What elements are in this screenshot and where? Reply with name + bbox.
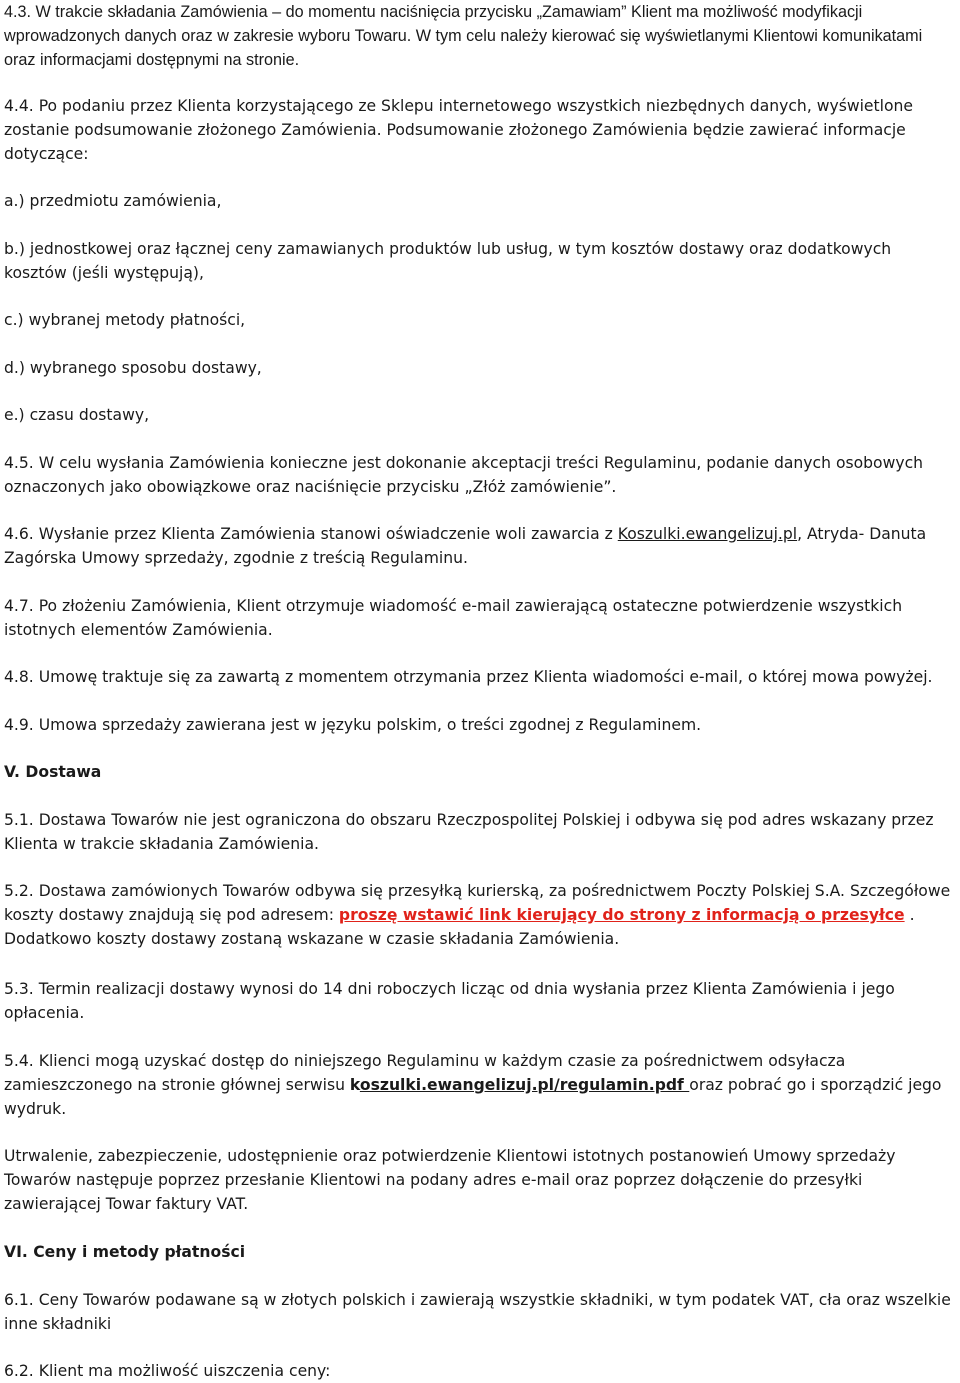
- paragraph-5-4: [4, 1049, 948, 1121]
- regulamin-pdf-link[interactable]: oszulki.ewangelizuj.pl/regulamin.pdf: [359, 1076, 690, 1094]
- paragraph-6-2: 6.2. Klient ma możliwość uiszczenia ceny:: [4, 1362, 331, 1380]
- list-item-e: e.) czasu dostawy,: [4, 406, 150, 424]
- paragraph-5-1: 5.1. Dostawa Towarów nie jest ograniczona do obszaru Rzeczpospolitej Polskiej i odbywa się pod adres wskazany przez Klienta w trakcie składania Zamówienia.: [4, 811, 934, 853]
- paragraph-5-4-text-start: 5.4. Klienci mogą uzyskać dostęp do niniejszego Regulaminu w każdym czasie za pośrednictwem odsyłacza zamieszczonego na stronie głównej serwisu: [4, 1052, 846, 1094]
- paragraph-4-3: 4.3. W trakcie składania Zamówienia – do momentu naciśnięcia przycisku „Zamawiam” Klient ma możliwość modyfikacji wprowadzonych danych oraz w zakresie wyboru Towaru. W tym celu należy kierować się wyświetlanymi Klientowi komunikatami oraz informacjami dostępnymi na stronie.: [4, 3, 923, 69]
- paragraph-4-7: 4.7. Po złożeniu Zamówienia, Klient otrzymuje wiadomość e-mail zawierającą ostateczne potwierdzenie wszystkich istotnych elementów Zamówienia.: [4, 597, 903, 639]
- paragraph-4-6-text-end: , Atryda- Danuta Zagórska Umowy sprzedaży, zgodnie z treścią Regulaminu.: [4, 525, 927, 567]
- list-item-b: b.) jednostkowej oraz łącznej ceny zamawianych produktów lub usług, w tym kosztów dostawy oraz dodatkowych kosztów (jeśli występują),: [4, 240, 892, 282]
- list-item-d: d.) wybranego sposobu dostawy,: [4, 359, 262, 377]
- paragraph-5-2-text-end: . Dodatkowo koszty dostawy zostaną wskazane w czasie składania Zamówienia.: [4, 906, 915, 948]
- paragraph-6-1: 6.1. Ceny Towarów podawane są w złotych polskich i zawierają wszystkie składniki, w tym podatek VAT, cła oraz wszelkie inne składniki: [4, 1291, 951, 1333]
- paragraph-4-4: 4.4. Po podaniu przez Klienta korzystającego ze Sklepu internetowego wszystkich niezbędnych danych, wyświetlone zostanie podsumowanie złożonego Zamówienia. Podsumowanie złożonego Zamówienia będzie zawierać informacje dotyczące:: [4, 97, 913, 163]
- list-item-c: c.) wybranej metody płatności,: [4, 311, 246, 329]
- paragraph-4-5: 4.5. W celu wysłania Zamówienia konieczne jest dokonanie akceptacji treści Regulaminu, podanie danych osobowych oznaczonych jako obowiązkowe oraz naciśnięcie przycisku „Złóż zamówienie”.: [4, 454, 924, 496]
- regulamin-link-first-letter: k: [349, 1076, 360, 1094]
- paragraph-5-2-text-start: 5.2. Dostawa zamówionych Towarów odbywa się przesyłką kurierską, za pośrednictwem Poczty Polskiej S.A. Szczegółowe koszty dostawy znajdują się pod adresem:: [4, 882, 951, 924]
- paragraph-confirmation: Utrwalenie, zabezpieczenie, udostępnienie oraz potwierdzenie Klientowi istotnych postanowień Umowy sprzedaży Towarów następuje poprzez przesłanie Klientowi na podany adres e-mail oraz poprzez dołączenie do przesyłki zawierającej Towar faktury VAT.: [4, 1147, 896, 1213]
- paragraph-4-9: 4.9. Umowa sprzedaży zawierana jest w języku polskim, o treści zgodnej z Regulaminem.: [4, 716, 702, 734]
- paragraph-4-6: [4, 522, 948, 570]
- section-heading-dostawa: V. Dostawa: [4, 763, 102, 781]
- paragraph-4-8: 4.8. Umowę traktuje się za zawartą z momentem otrzymania przez Klienta wiadomości e-mail, o której mowa powyżej.: [4, 668, 933, 686]
- list-item-a: a.) przedmiotu zamówienia,: [4, 192, 222, 210]
- section-heading-ceny: VI. Ceny i metody płatności: [4, 1243, 246, 1261]
- paragraph-4-6-text-start: 4.6. Wysłanie przez Klienta Zamówienia stanowi oświadczenie woli zawarcia z: [4, 525, 618, 543]
- shipping-info-link[interactable]: proszę wstawić link kierujący do strony z informacją o przesyłce: [338, 906, 905, 924]
- paragraph-5-2: [4, 879, 956, 951]
- paragraph-5-4-text-end: oraz pobrać go i sporządzić jego wydruk.: [4, 1076, 942, 1118]
- koszulki-link[interactable]: Koszulki.ewangelizuj.pl: [617, 525, 798, 543]
- paragraph-5-3: 5.3. Termin realizacji dostawy wynosi do 14 dni roboczych licząc od dnia wysłania przez Klienta Zamówienia i jego opłacenia.: [4, 980, 895, 1022]
